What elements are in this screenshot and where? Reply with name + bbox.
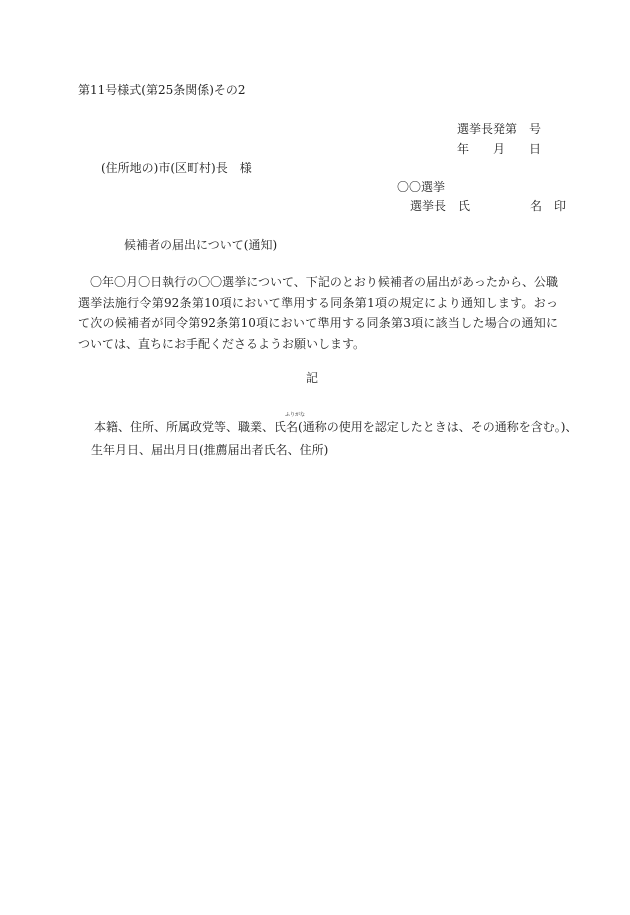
items-line-1-after: (通称の使用を認定したときは、その通称を含む。)、 xyxy=(298,420,578,434)
ruby-name xyxy=(285,412,306,434)
sender-election-name: 〇〇選挙 xyxy=(397,180,446,194)
items-line-1-before: 本籍、住所、所属政党等、職業、氏 xyxy=(94,420,287,434)
document-date: 年 月 日 xyxy=(457,142,542,156)
body-paragraph: 〇年〇月〇日執行の〇〇選挙について、下記のとおり候補者の届出があったから、公職選挙法施行令第92条第10項において準用する同条第1項の規定により通知します。おって次の候補者が同令第92条第10項において準用する同条第3項に該当した場合の通知については、直ちにお手配くださるようお願いします。 xyxy=(78,275,558,351)
items-line-2: 生年月日、届出月日(推薦届出者氏名、住所) xyxy=(91,443,329,457)
sender-chief-signature: 選挙長 氏 名 印 xyxy=(410,199,567,213)
ki-heading: 記 xyxy=(306,371,319,385)
document-number: 選挙長発第 号 xyxy=(457,122,542,136)
form-number: 第11号様式(第25条関係)その2 xyxy=(78,83,246,97)
items-line-1 xyxy=(94,412,578,434)
ruby-furigana: ふりがな xyxy=(285,412,306,418)
subject-title: 候補者の届出について(通知) xyxy=(124,238,278,252)
addressee: (住所地の)市(区町村)長 様 xyxy=(101,161,252,175)
ruby-base: 名 xyxy=(286,420,299,434)
